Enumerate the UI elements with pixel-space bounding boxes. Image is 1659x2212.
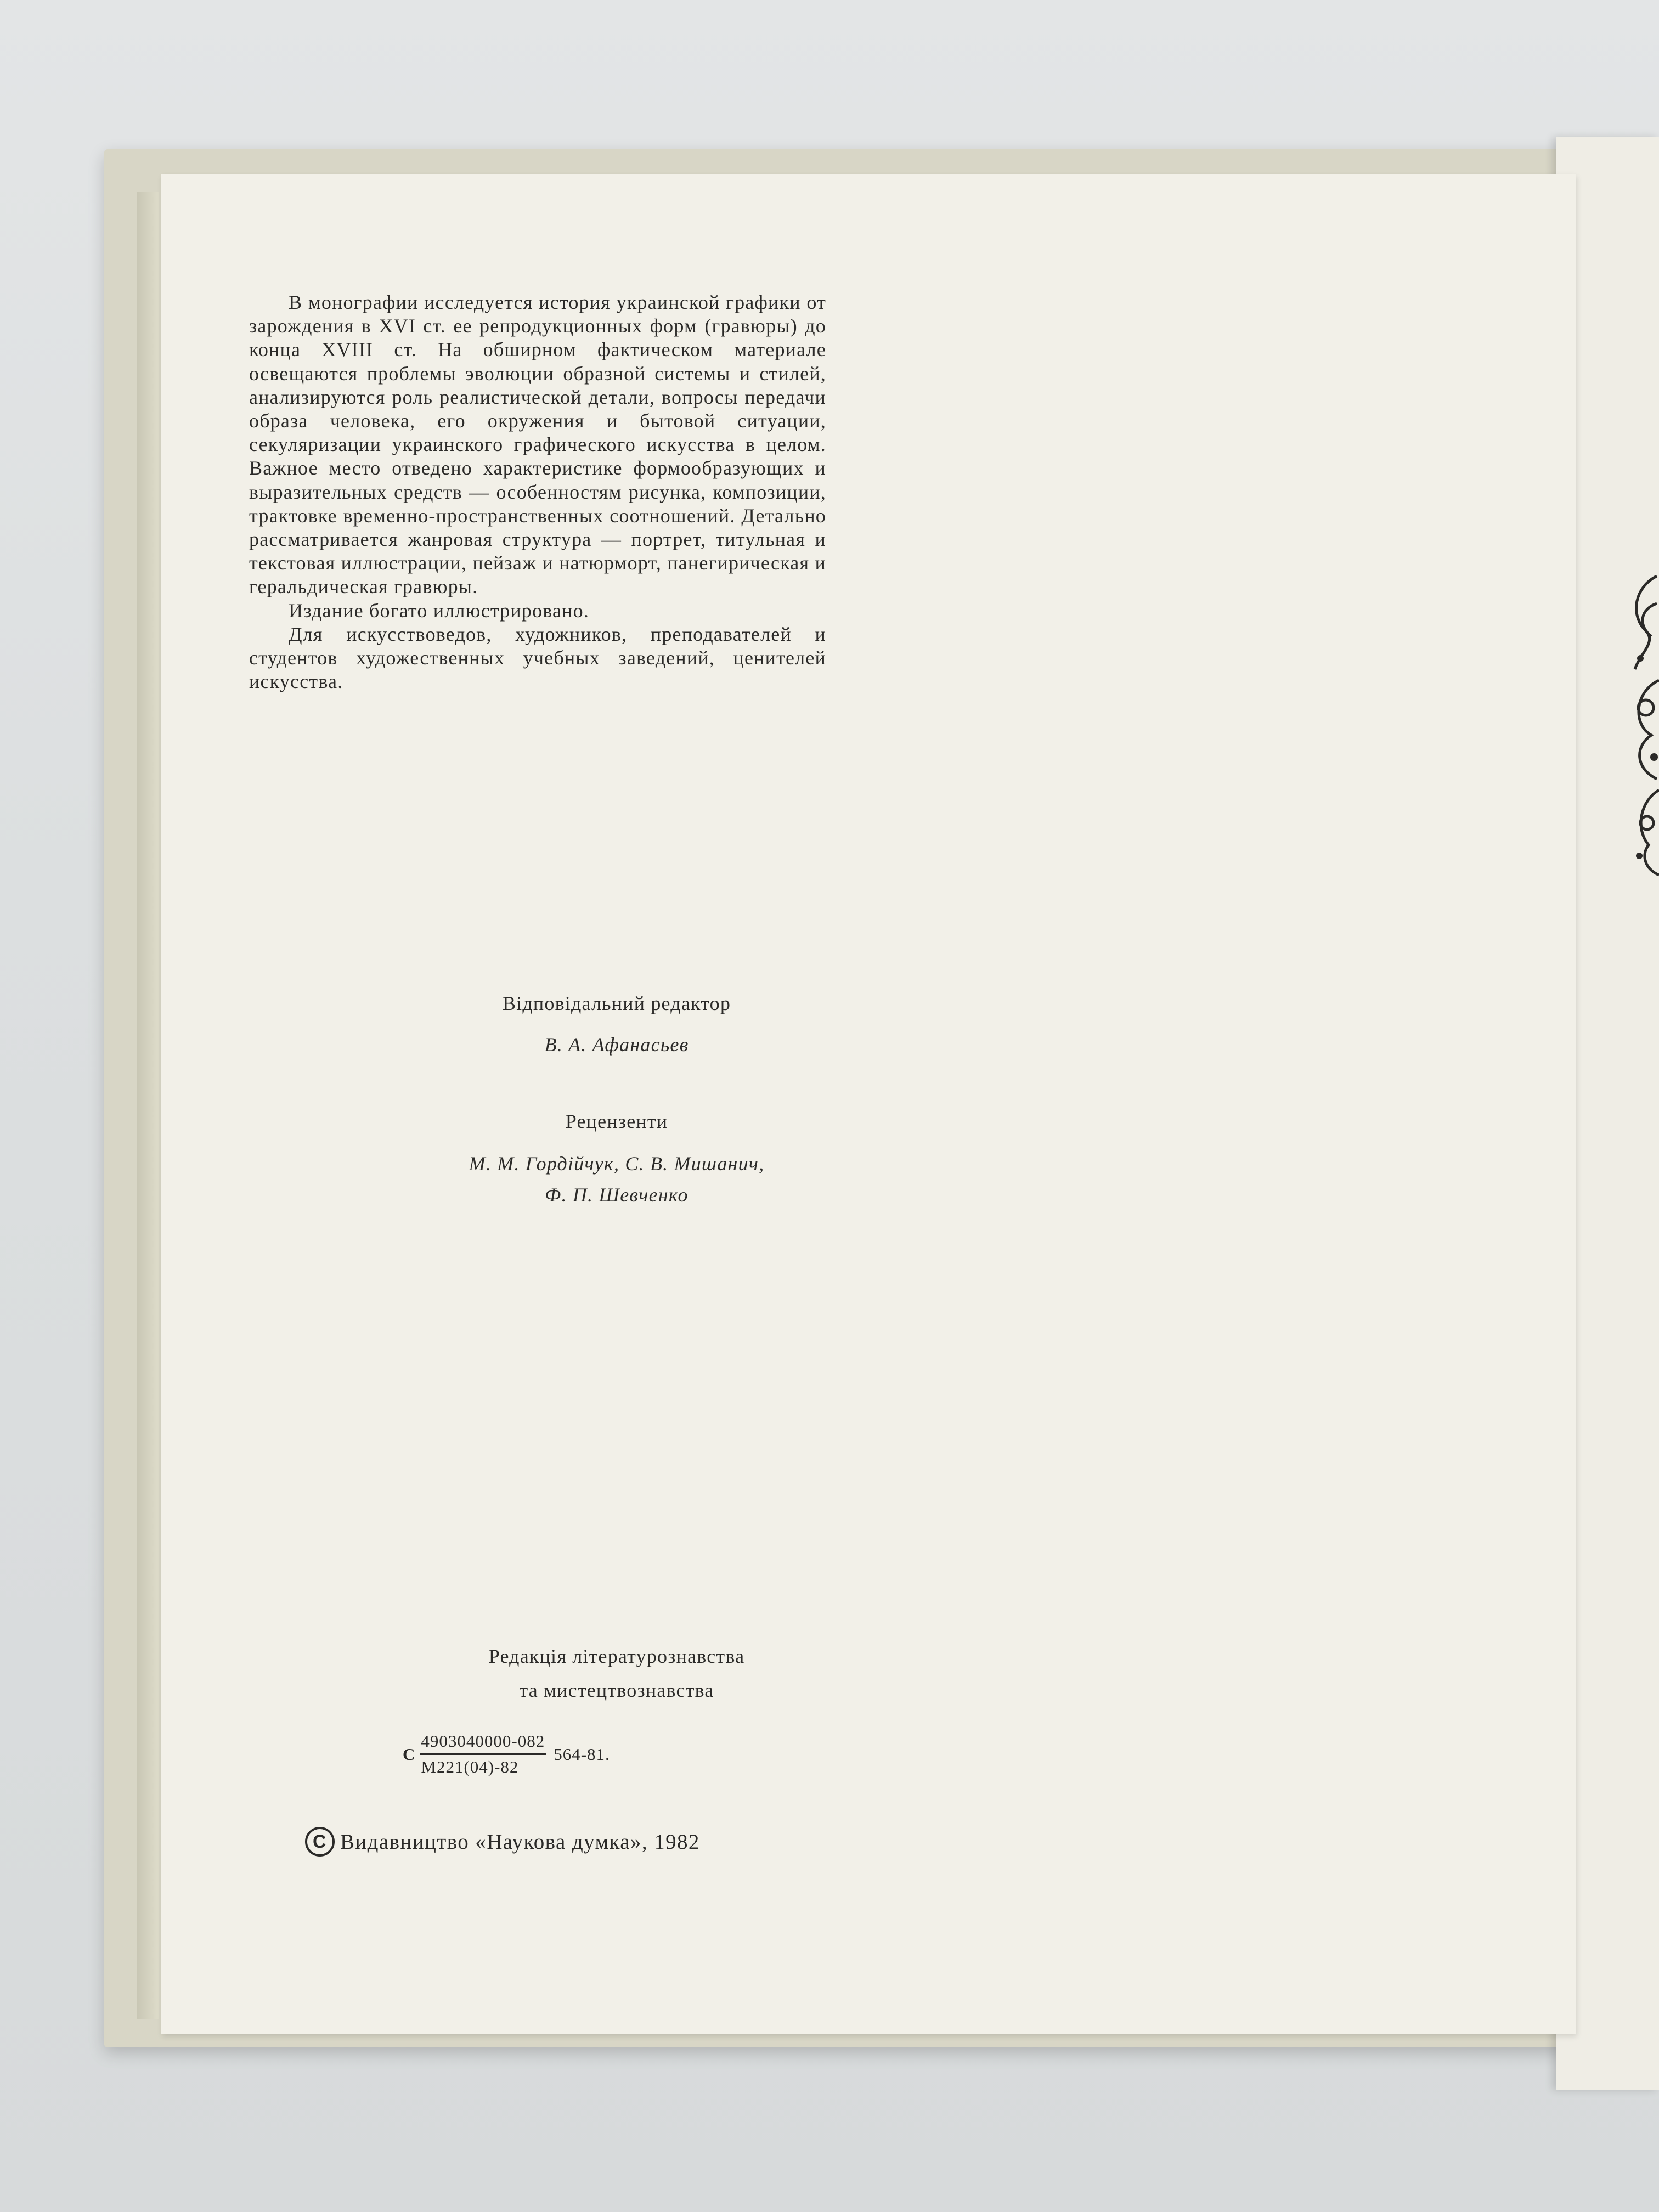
reviewers-line-1: М. М. Гордійчук, С. В. Мишанич,	[469, 1153, 765, 1175]
editor-name: В. А. Афанасьев	[544, 1034, 689, 1056]
reviewers-label: Рецензенти	[565, 1110, 668, 1132]
code-numerator: 4903040000-082	[420, 1731, 546, 1755]
annotation-block	[249, 291, 826, 693]
page-content	[161, 174, 1576, 2034]
code-suffix: 564-81.	[554, 1744, 610, 1764]
ornament-icon	[1624, 571, 1659, 878]
annotation-paragraph-main: В монографии исследуется история украинской графики от зарождения в XVI ст. ее репродукционных форм (гравюры) до конца XVIII ст. На обширном фактическом материале освещаются проблемы эволюции образной системы и стилей, анализируются роль реалистической детали, вопросы передачи образа человека, его окружения и бытовой ситуации, секуляризации украинского графического искусства в целом. Важное место отведено характеристике формообразующих и выразительных средств — особенностям рисунка, композиции, трактовке временно-пространственных соотношений. Детально рассматривается жанровая структура — портрет, титульная и текстовая иллюстрации, пейзаж и натюрморт, панегирическая и геральдическая гравюры.	[249, 291, 826, 598]
reviewers-names	[326, 1148, 907, 1211]
copyright-text: Видавництво «Наукова думка», 1982	[340, 1830, 700, 1854]
code-denominator: М221(04)-82	[421, 1757, 519, 1776]
department-line-1: Редакція літературознавства	[488, 1645, 745, 1667]
cover-hinge	[137, 192, 159, 2019]
code-prefix: С	[403, 1744, 416, 1764]
code-fraction	[420, 1731, 546, 1777]
publisher-department	[326, 1639, 907, 1707]
catalog-code	[403, 1731, 610, 1777]
copyright-line	[305, 1827, 700, 1857]
annotation-paragraph-audience: Для искусствоведов, художников, преподавателей и студентов художественных учебных заведений, ценителей искусства.	[249, 623, 826, 693]
department-line-2: та мистецтвознавства	[519, 1679, 714, 1701]
annotation-paragraph-illustrated: Издание богато иллюстрировано.	[289, 599, 590, 622]
reviewers-line-2: Ф. П. Шевченко	[545, 1184, 689, 1206]
book-page	[161, 174, 1576, 2034]
editor-label: Відповідальний редактор	[502, 992, 731, 1014]
copyright-icon: C	[305, 1827, 335, 1857]
